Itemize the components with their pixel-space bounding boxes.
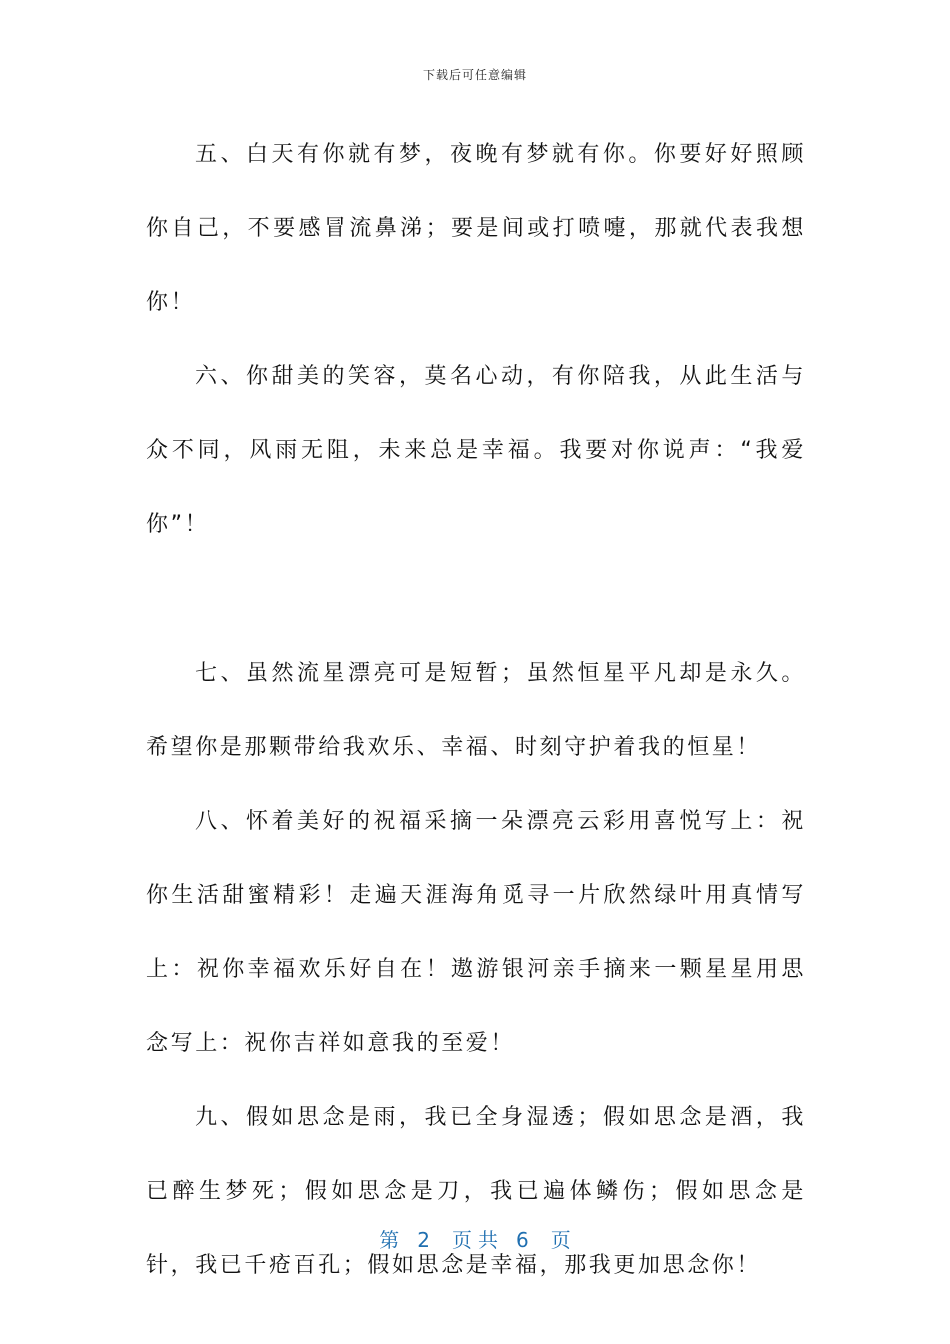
- footer-total-pages: 6: [516, 1228, 529, 1252]
- footer-word-ye: 页: [452, 1228, 472, 1252]
- footer-word-di: 第: [379, 1228, 400, 1252]
- paragraph-7: 七、虽然流星漂亮可是短暂；虽然恒星平凡却是永久。希望你是那颗带给我欢乐、幸福、时刻守护着我的恒星！: [146, 661, 806, 760]
- paragraph-6: 六、你甜美的笑容，莫名心动，有你陪我，从此生活与众不同，风雨无阻，未来总是幸福。我要对你说声：“我爱你”！: [146, 364, 806, 537]
- page-number-footer: [0, 1224, 950, 1253]
- footer-word-ye-end: 页: [550, 1228, 571, 1252]
- paragraph-9: 九、假如思念是雨，我已全身湿透；假如思念是酒，我已醉生梦死；假如思念是刀，我已遍体鳞伤；假如思念是针，我已千疮百孔；假如思念是幸福，那我更加思念你！: [146, 1105, 806, 1278]
- document-body: [146, 118, 806, 1303]
- paragraph-5: 五、白天有你就有梦，夜晚有梦就有你。你要好好照顾你自己，不要感冒流鼻涕；要是间或打喷嚏，那就代表我想你！: [146, 142, 806, 315]
- paragraph-8: 八、怀着美好的祝福采摘一朵漂亮云彩用喜悦写上：祝你生活甜蜜精彩！走遍天涯海角觅寻一片欣然绿叶用真情写上：祝你幸福欢乐好自在！遨游银河亲手摘来一颗星星用思念写上：祝你吉祥如意我的至爱！: [146, 809, 806, 1056]
- page-header: 下载后可任意编辑: [422, 68, 527, 82]
- footer-word-gong: 共: [478, 1228, 498, 1252]
- footer-current-page: 2: [417, 1228, 430, 1252]
